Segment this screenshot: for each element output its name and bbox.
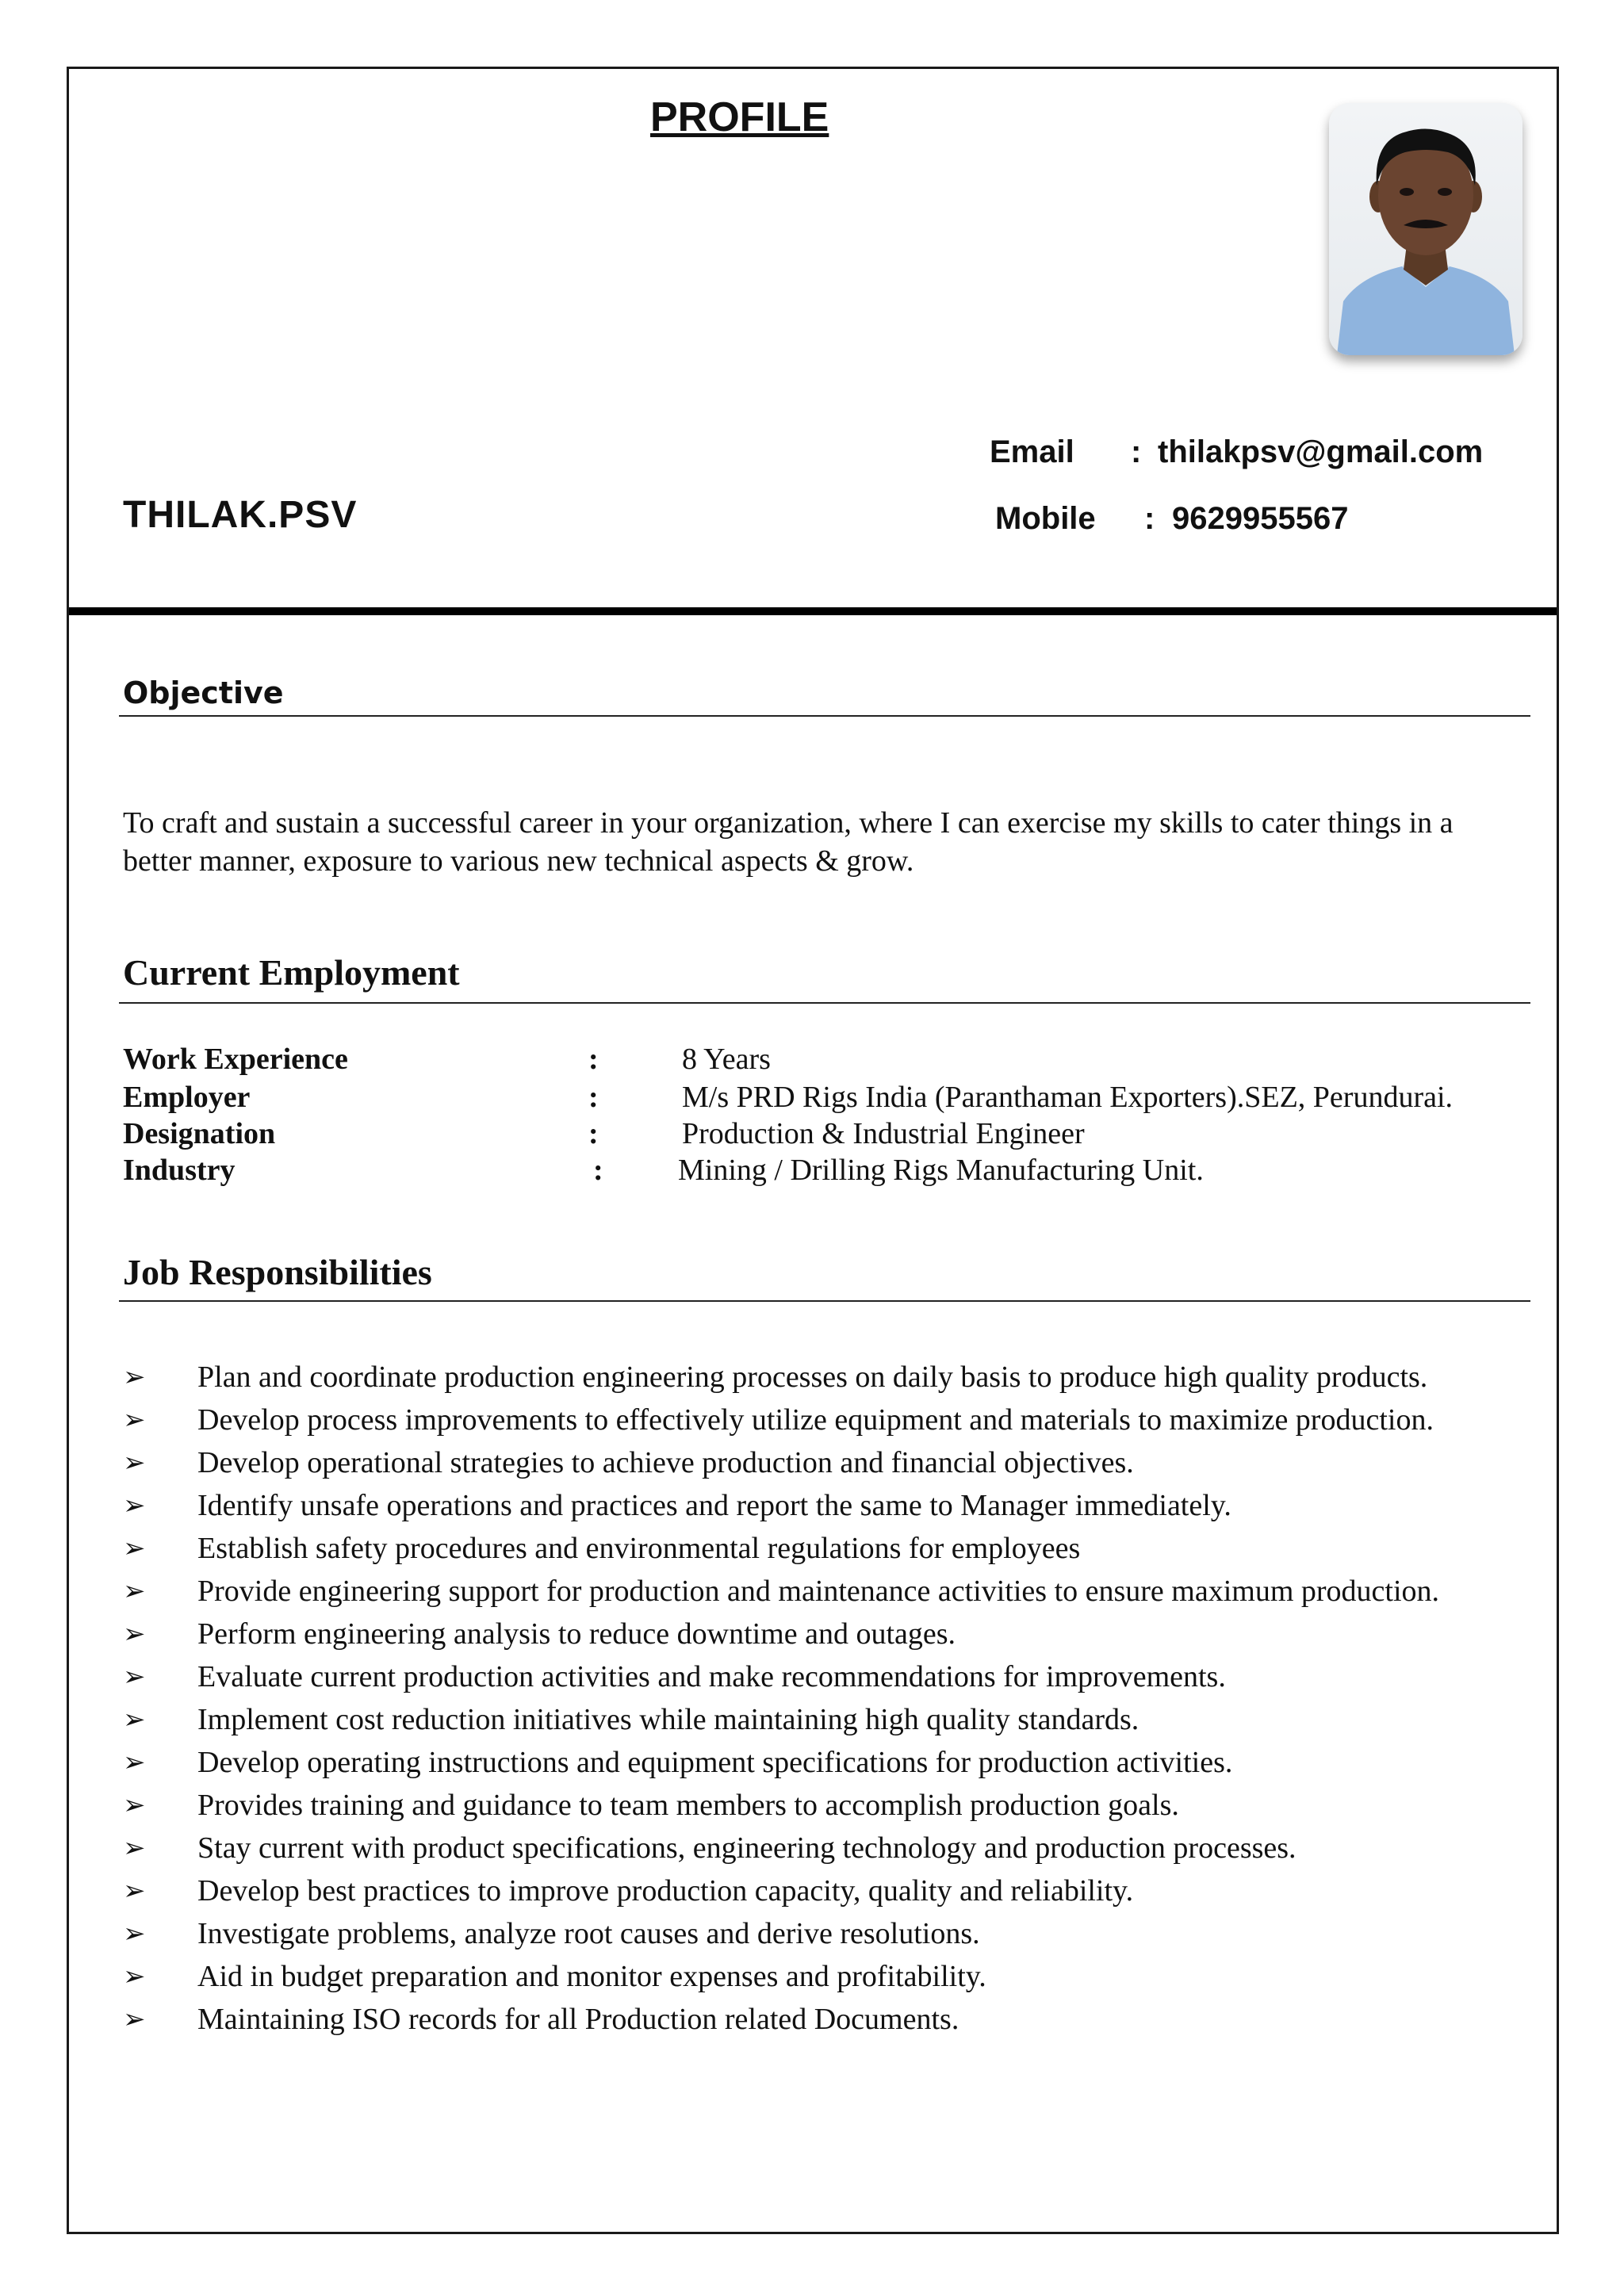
list-item (123, 1784, 1526, 1827)
list-item (123, 1570, 1526, 1613)
industry-label: Industry (123, 1154, 236, 1187)
industry-colon: : (593, 1154, 603, 1187)
arrow-bullet-icon: ➢ (123, 1704, 146, 1735)
objective-title: Objective (123, 675, 284, 710)
header-divider (69, 607, 1557, 615)
candidate-name: THILAK.PSV (123, 494, 358, 536)
list-item-text: Stay current with product specifications, engineering technology and production processes. (197, 1831, 1297, 1865)
list-item-text: Implement cost reduction initiatives while maintaining high quality standards. (197, 1703, 1139, 1736)
arrow-bullet-icon: ➢ (123, 1618, 146, 1650)
mobile-label: Mobile (995, 501, 1096, 536)
page-title: PROFILE (650, 94, 829, 140)
industry-value: Mining / Drilling Rigs Manufacturing Unit. (678, 1154, 1204, 1187)
list-item-text: Maintaining ISO records for all Production related Documents. (197, 2003, 959, 2036)
list-item-text: Provide engineering support for production and maintenance activities to ensure maximum production. (197, 1575, 1440, 1608)
arrow-bullet-icon: ➢ (123, 1875, 146, 1907)
employer-colon: : (588, 1081, 599, 1114)
list-item (123, 1998, 1526, 2041)
arrow-bullet-icon: ➢ (123, 1490, 146, 1521)
list-item-text: Aid in budget preparation and monitor expenses and profitability. (197, 1960, 986, 1993)
list-item-text: Identify unsafe operations and practices and report the same to Manager immediately. (197, 1489, 1231, 1522)
designation-colon: : (588, 1117, 599, 1150)
employment-rule (119, 1002, 1530, 1004)
designation-value: Production & Industrial Engineer (682, 1117, 1085, 1150)
objective-rule (119, 715, 1530, 717)
work-experience-colon: : (588, 1043, 599, 1076)
list-item-text: Perform engineering analysis to reduce downtime and outages. (197, 1617, 956, 1651)
list-item (123, 1912, 1526, 1955)
list-item-text: Investigate problems, analyze root causes and derive resolutions. (197, 1917, 980, 1950)
arrow-bullet-icon: ➢ (123, 1661, 146, 1693)
list-item (123, 1955, 1526, 1998)
arrow-bullet-icon: ➢ (123, 1789, 146, 1821)
list-item (123, 1399, 1526, 1441)
list-item (123, 1698, 1526, 1741)
list-item (123, 1869, 1526, 1912)
mobile-colon: : (1144, 501, 1155, 536)
list-item (123, 1527, 1526, 1570)
arrow-bullet-icon: ➢ (123, 1961, 146, 1992)
email-label: Email (990, 434, 1074, 469)
employer-label: Employer (123, 1081, 251, 1114)
list-item (123, 1741, 1526, 1784)
designation-label: Designation (123, 1117, 276, 1150)
arrow-bullet-icon: ➢ (123, 1447, 146, 1479)
list-item (123, 1441, 1526, 1484)
list-item (123, 1484, 1526, 1527)
arrow-bullet-icon: ➢ (123, 1533, 146, 1564)
arrow-bullet-icon: ➢ (123, 1361, 146, 1393)
arrow-bullet-icon: ➢ (123, 1832, 146, 1864)
list-item-text: Develop operational strategies to achieve production and financial objectives. (197, 1446, 1134, 1479)
responsibilities-title: Job Responsibilities (123, 1252, 432, 1292)
arrow-bullet-icon: ➢ (123, 1404, 146, 1436)
list-item-text: Develop operating instructions and equipment specifications for production activities. (197, 1746, 1233, 1779)
list-item (123, 1655, 1526, 1698)
employer-value: M/s PRD Rigs India (Paranthaman Exporters).SEZ, Perundurai. (682, 1081, 1454, 1114)
arrow-bullet-icon: ➢ (123, 1747, 146, 1778)
email-colon: : (1131, 434, 1142, 469)
arrow-bullet-icon: ➢ (123, 2003, 146, 2035)
arrow-bullet-icon: ➢ (123, 1918, 146, 1950)
list-item (123, 1356, 1526, 1399)
responsibilities-rule (119, 1300, 1530, 1302)
employment-title: Current Employment (123, 952, 460, 993)
list-item-text: Establish safety procedures and environmental regulations for employees (197, 1532, 1081, 1565)
list-item-text: Evaluate current production activities and make recommendations for improvements. (197, 1660, 1226, 1693)
list-item-text: Plan and coordinate production engineering processes on daily basis to produce high quality products. (197, 1360, 1428, 1394)
responsibilities-list (123, 1356, 1526, 2041)
profile-photo-image (1329, 103, 1522, 355)
list-item-text: Develop best practices to improve production capacity, quality and reliability. (197, 1874, 1134, 1908)
email-value: thilakpsv@gmail.com (1158, 434, 1484, 469)
profile-photo (1329, 103, 1522, 355)
list-item (123, 1827, 1526, 1869)
list-item-text: Provides training and guidance to team members to accomplish production goals. (197, 1789, 1179, 1822)
work-experience-label: Work Experience (123, 1043, 348, 1076)
list-item-text: Develop process improvements to effectively utilize equipment and materials to maximize production. (197, 1403, 1434, 1437)
objective-text: To craft and sustain a successful career in your organization, where I can exercise my skills to cater things in a better manner, exposure to various new technical aspects & grow. (123, 806, 1454, 878)
arrow-bullet-icon: ➢ (123, 1575, 146, 1607)
work-experience-value: 8 Years (682, 1043, 771, 1076)
mobile-value: 9629955567 (1172, 501, 1349, 536)
list-item (123, 1613, 1526, 1655)
